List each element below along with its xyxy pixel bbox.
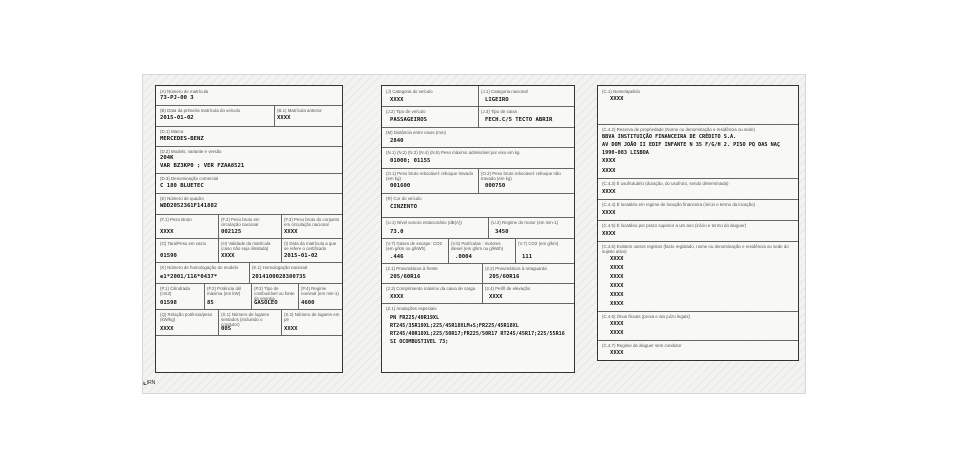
national-homologation-label: (K.1) Homologação nacional [252, 265, 308, 270]
commercial-name-value: C 180 BLUETEC [160, 183, 204, 189]
particulates-label: (V.5) Partículas - motores diesel (em g/km ou g/kWh) [451, 241, 504, 251]
vehicle-type-value: PASSAGEIROS [390, 117, 428, 123]
national-category-label: (J.1) Categoria nacional [481, 89, 528, 94]
power-value: 85 [207, 300, 214, 306]
tax-charges-label: (C.4.6) Ónus fiscais (prova e ato juízo legais) [602, 314, 690, 319]
axle-weight-value: 01000; 01155 [390, 158, 431, 164]
model-value-line1: 204K [160, 155, 174, 161]
rental-regime-value: XXXX [610, 350, 624, 356]
standing-places-label: (S.2) Número de lugares em pé [284, 312, 340, 322]
cargo-length-label: (2.3) Comprimento máximo da caixa de carga [386, 286, 476, 291]
right-panel-frame [597, 85, 799, 361]
co-emission-label: (V.7) Gases de escape: CO2 (em g/km ou g/kWh) [386, 241, 442, 251]
first-registration-value: 2015-01-02 [160, 115, 194, 121]
ownership-reserve-value-line4: XXXX [602, 158, 616, 164]
ownership-reserve-value-line2: AV DOM JOÃO II EDIF INFANTE N 35 F/G/H 2. PISO PQ DAS NAÇ [602, 142, 781, 148]
lift-profile-value: XXXX [489, 294, 503, 300]
national-gross-weight-value: 002125 [221, 229, 242, 235]
vin-value: WDD2052361F141882 [160, 203, 218, 209]
ownership-reserve-label: (C.4.2) Reserva de propriedade (Nome ou denominação e residência ou sede) [602, 127, 756, 132]
tare-label: (G) Tara/Peso em vazio [160, 241, 207, 246]
engine-speed-value: 3450 [495, 229, 509, 235]
body-type-label: (J.3) Tipo de caixa [481, 109, 517, 114]
middle-panel-frame [381, 85, 575, 373]
vin-label: (E) Número de quadro [160, 196, 204, 201]
validity-value: XXXX [221, 253, 235, 259]
make-value: MERCEDES-BENZ [160, 136, 204, 142]
previous-plate-value: XXXX [277, 115, 291, 121]
noise-level-value: 73.0 [390, 229, 404, 235]
long-rental-value: XXXX [602, 231, 616, 237]
registration-certificate [142, 74, 806, 394]
seats-value: 005 [221, 326, 232, 332]
wheelbase-value: 2840 [390, 138, 404, 144]
usufruct-label: (C.4.3) É usufrutuário (duração, do usufruto, sendo determinada) [602, 181, 729, 186]
unbraked-trailer-label: (O.2) Peso bruto rebocável: reboque não travado (em kg) [481, 171, 561, 181]
validity-label: (H) Validade da matrícula (caso não seja ilimitada) [221, 241, 271, 251]
tax-charges-value-2: XXXX [610, 330, 624, 336]
fuel-type-value: GASOLEO [254, 300, 278, 306]
engine-speed-label: (U.2) Regime do motor (em min-1) [491, 220, 559, 225]
logo-text: IRN [146, 380, 156, 386]
plate-value: 73-PJ-00 3 [160, 95, 194, 101]
holder-name-value: XXXX [610, 96, 624, 102]
gross-weight-label: (F.1) Peso Bruto [160, 217, 192, 222]
braked-trailer-value: 001600 [390, 183, 411, 189]
plate-label: (A) Número de matrícula [160, 89, 209, 94]
first-registration-label: (B) Data da primeira matrícula do veículo [160, 108, 241, 113]
power-weight-value: XXXX [160, 326, 174, 332]
category-value: XXXX [390, 97, 404, 103]
previous-plate-label: (B.1) Matrícula anterior [277, 108, 322, 113]
standing-places-value: XXXX [284, 326, 298, 332]
displacement-label: (P.1) Cilindrada (cm3) [160, 286, 190, 296]
co-emission-value: .446 [390, 254, 404, 260]
front-tyres-value: 205/60R16 [390, 274, 421, 280]
seats-label: (S.1) Número de lugares sentados (incluindo o condutor) [221, 312, 270, 327]
category-label: (J) Categoria do veículo [386, 89, 433, 94]
co2-label: (V.7) CO2 (em g/km) [518, 241, 559, 246]
unbraked-trailer-value: 000750 [485, 183, 506, 189]
middle-panel [371, 81, 581, 381]
other-records-value-5: XXXX [610, 292, 624, 298]
left-panel-frame [155, 85, 343, 373]
holder-name-label: (C.1) Nome/apelido [602, 89, 641, 94]
color-label: (R) Cor do veículo [386, 196, 422, 201]
national-gross-weight-label: (F.2) Peso bruto em circulação nacional [221, 217, 260, 227]
leasing-label: (C.4.4) É locatário em regime de locação financeira (início e termo da locação) [602, 202, 756, 207]
long-rental-label: (C.4.5) É locatário por prazo superior a um ano (início e termo do aluguer) [602, 223, 747, 228]
commercial-name-label: (D.3) Denominação comercial [160, 176, 219, 181]
national-category-value: LIGEIRO [485, 97, 509, 103]
power-label: (P.2) Potência útil máxima (em kW) [207, 286, 242, 296]
homologation-label: (K) Número de homologação do modelo [160, 265, 239, 270]
fuel-type-label: (P.3) Tipo de combustível ou fonte de energia [254, 286, 295, 301]
lift-profile-label: (2.4) Perfil de elevação [485, 286, 531, 291]
noise-level-label: (U.1) Nível sonoro estacionário (dB(A)) [386, 220, 462, 225]
displacement-value: 01598 [160, 300, 177, 306]
usufruct-value: XXXX [602, 189, 616, 195]
braked-trailer-label: (O.1) Peso bruto rebocável: reboque travado (em kg) [386, 171, 474, 181]
other-records-value-2: XXXX [610, 265, 624, 271]
wheelbase-label: (M) Distância entre eixos (mm) [386, 130, 447, 135]
tax-charges-value-1: XXXX [610, 321, 624, 327]
body-type-value: FECH.C/5 TECTO ABRIR [485, 117, 553, 123]
homologation-value: e1*2001/116*0437* [160, 274, 218, 280]
power-weight-label: (Q) Relação potência/peso (kW/kg) [160, 312, 213, 322]
rear-tyres-value: 205/60R16 [489, 274, 520, 280]
vehicle-type-label: (J.2) Tipo de veículo [386, 109, 426, 114]
issuer-logo: ⌞IRN [143, 377, 156, 386]
combination-weight-label: (F.3) Peso bruto do conjunto em circulação nacional [284, 217, 340, 227]
front-tyres-label: (2.1) Pneumáticos à frente [386, 266, 438, 271]
tare-value: 01590 [160, 253, 177, 259]
model-label: (D.2) Modelo, variante e versão [160, 149, 222, 154]
color-value: CINZENTO [390, 204, 417, 210]
leasing-value: XXXX [602, 210, 616, 216]
right-panel [591, 81, 805, 381]
other-records-value-6: XXXX [610, 301, 624, 307]
rental-regime-label: (C.4.7) Regime de aluguer sem condutor [602, 343, 682, 348]
registration-date-value: 2015-01-02 [284, 253, 318, 259]
rated-speed-value: 4600 [301, 300, 315, 306]
other-records-value-1: XXXX [610, 256, 624, 262]
gross-weight-value: XXXX [160, 229, 174, 235]
other-records-value-4: XXXX [610, 283, 624, 289]
special-notes-label: (Z.1) Anotações especiais [386, 306, 437, 311]
rear-tyres-label: (2.2) Pneumáticos à retaguarda [485, 266, 547, 271]
ownership-reserve-value-line3: 1990-083 LISBOA [602, 150, 649, 156]
make-label: (D.1) Marca [160, 129, 184, 134]
ownership-reserve-value-line1: BBVA INSTITUIÇÃO FINANCEIRA DE CRÉDITO S.A. [602, 134, 737, 140]
rated-speed-label: (P.4) Regime nominal (em min-1) [301, 286, 339, 296]
special-notes-value: PN FR225/40R19XL RT245/35R19XL;225/45R18XLM+S;FR225/45R18XL RT245/40R18XL;225/50R17;FR225/50R17 RT245/45R17;225/55R16 SI OCOMBUSTIVEL 73; [390, 315, 565, 345]
combination-weight-value: XXXX [284, 229, 298, 235]
co2-value: 111 [522, 254, 533, 260]
particulates-value: .0004 [455, 254, 472, 260]
other-records-value-3: XXXX [610, 274, 624, 280]
axle-weight-label: (N.1) (N.2) (N.3) (N.4) (N.5) Peso máximo admissível por eixo em kg [386, 150, 520, 155]
registration-date-label: (I) Data da matrícula a que se refere o certificado [284, 241, 337, 251]
other-records-label: (C.4.6) Existem outros registos (facto registado, nome ou denominação e residência ou sede do sujeito ativo) [602, 244, 789, 254]
left-panel [143, 81, 353, 386]
ownership-reserve-value-line5: XXXX [602, 168, 616, 174]
model-value-line2: VAR BZ3KP0 ; VER FZAA8521 [160, 163, 245, 169]
national-homologation-value: 2014100028380735 [252, 274, 306, 280]
cargo-length-value: XXXX [390, 294, 404, 300]
